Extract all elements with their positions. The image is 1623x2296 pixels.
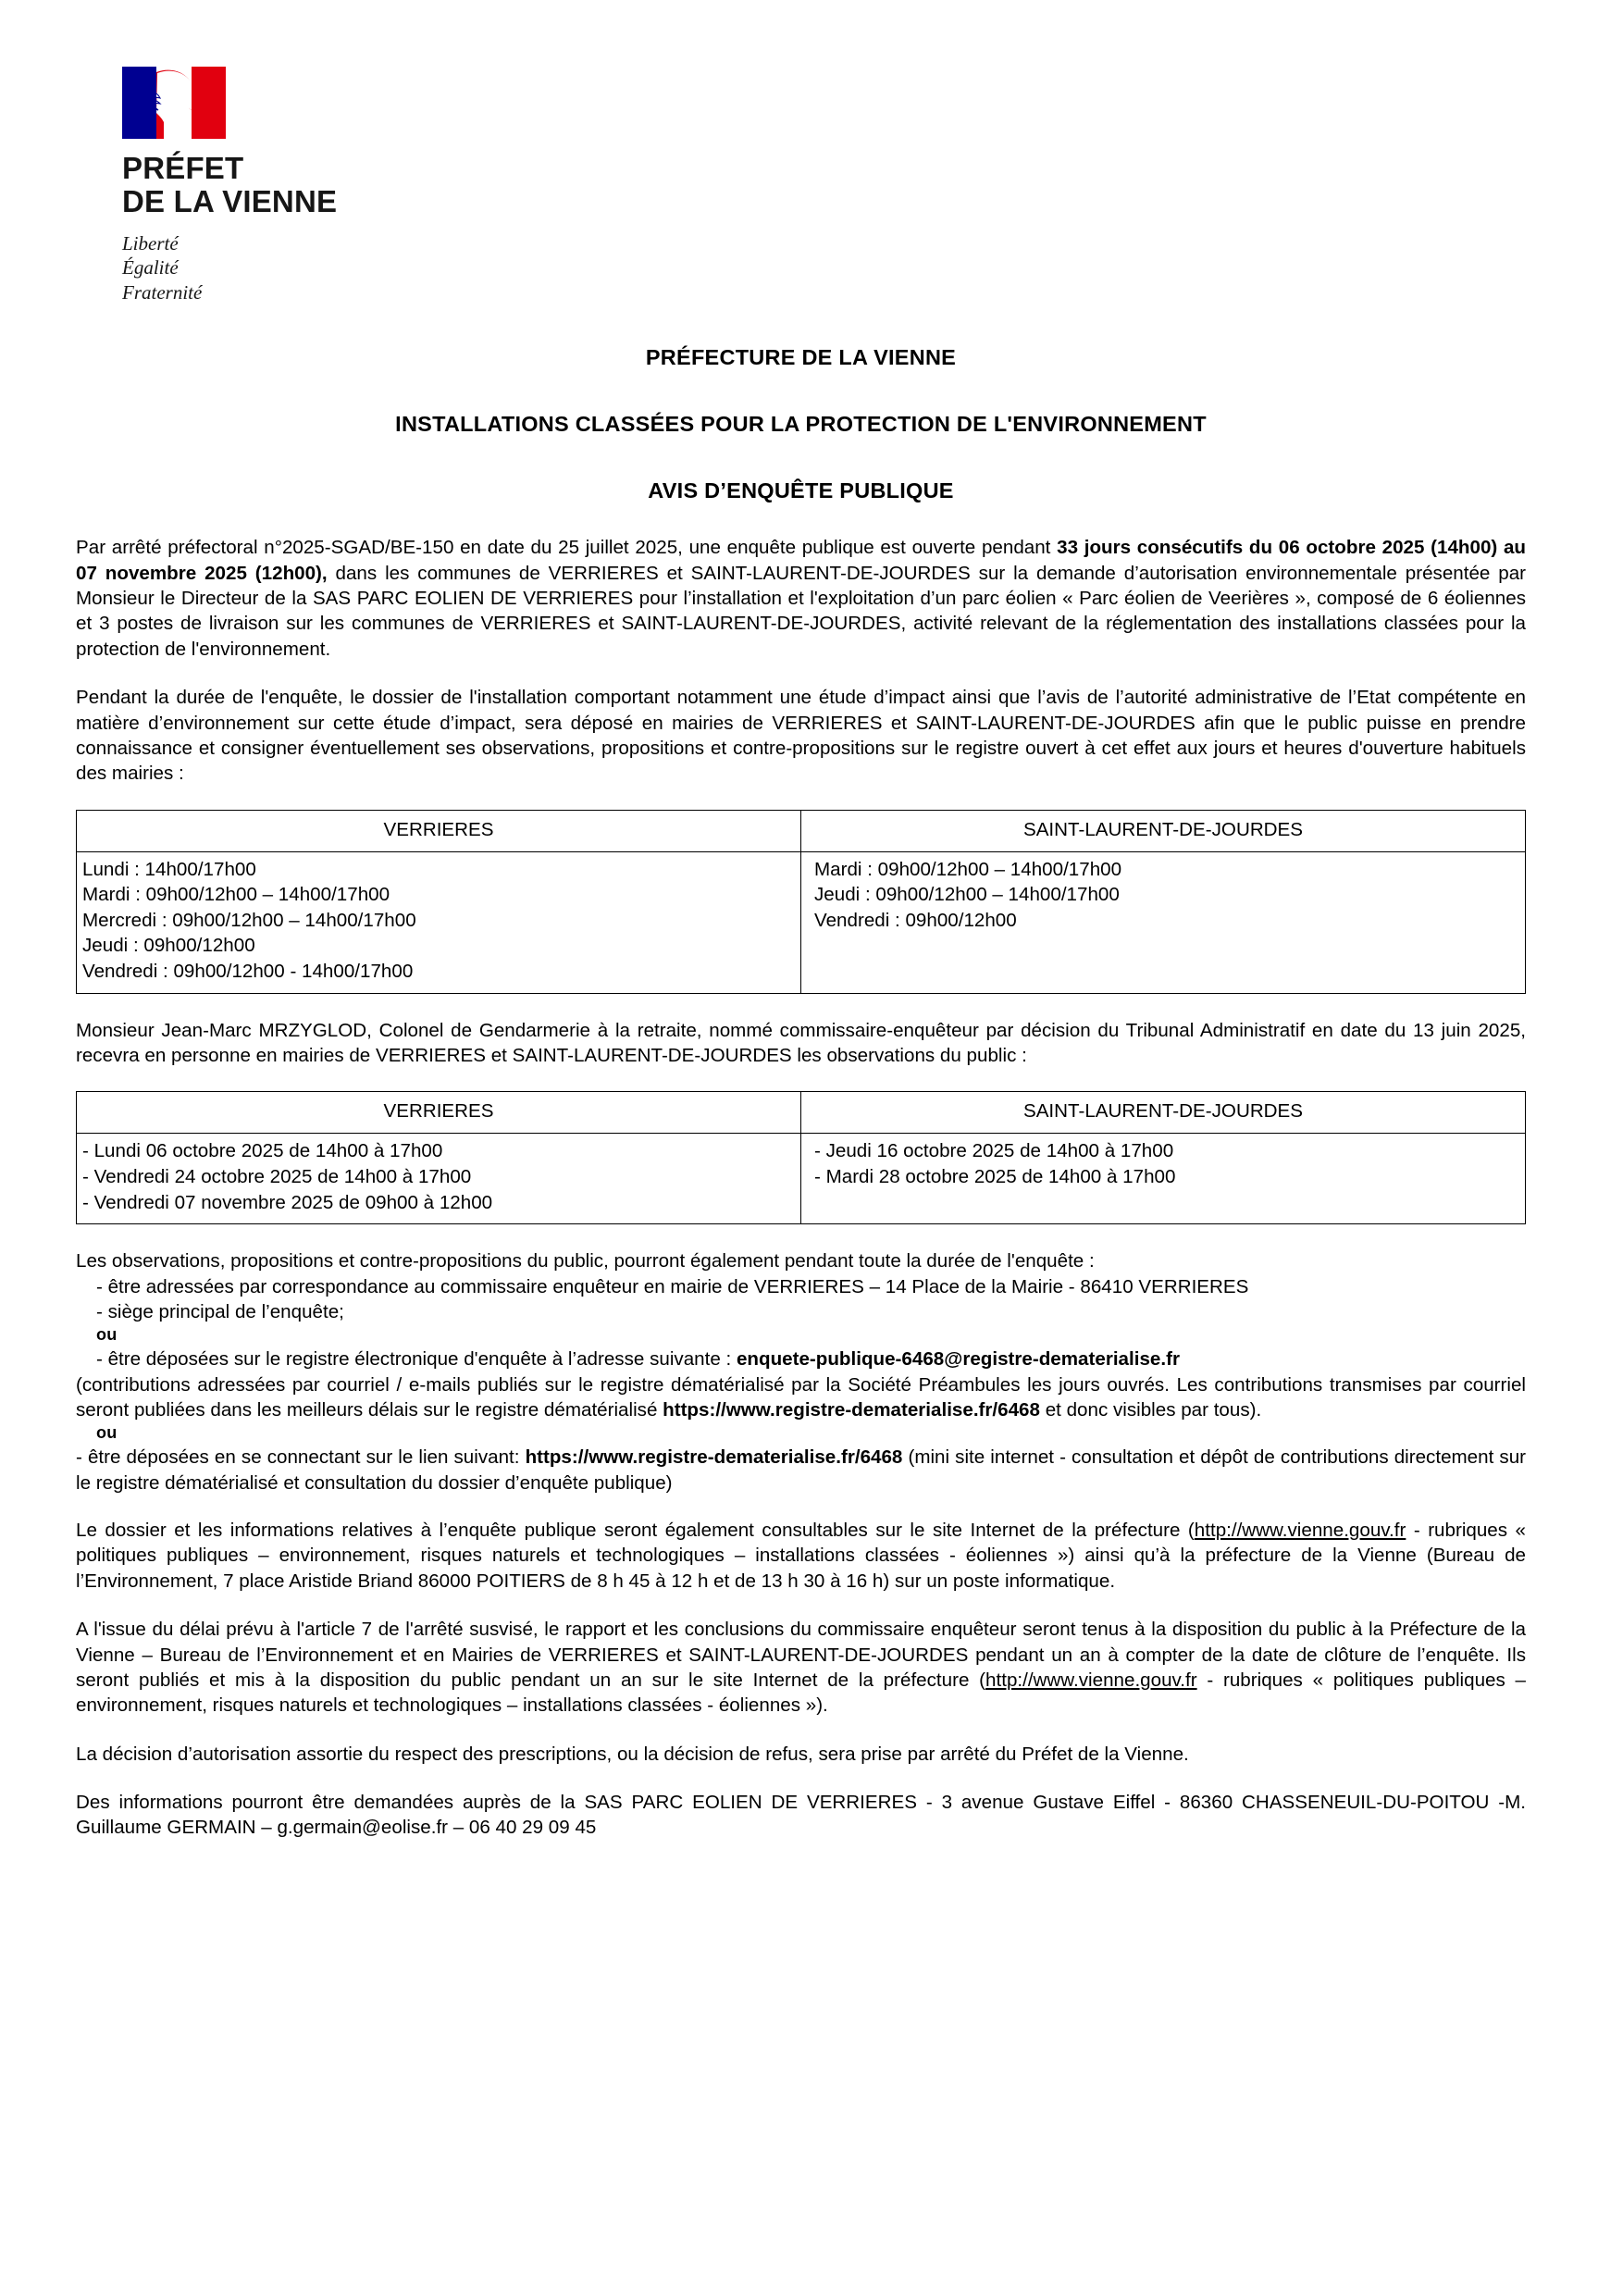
modalites-bullet-registre-electronique (76, 1347, 1526, 1422)
col-header-verrieres-permanences: VERRIERES (77, 1092, 801, 1134)
modalites-bullet-lien-direct (76, 1445, 1526, 1496)
flag-white-band (156, 67, 191, 139)
col-header-verrieres: VERRIERES (77, 810, 801, 851)
col-header-saint-laurent: SAINT-LAURENT-DE-JOURDES (801, 810, 1526, 851)
cell-permanences-verrieres (77, 1134, 801, 1224)
p5-part-b: - rubriques « politiques publiques – environnement, risques naturels et technologiques – installations classées - éoliennes ») ainsi qu’à la préfecture de la Vienne (Bureau de l’Environnement, 7 place Aristide Briand 86000 POITIERS de 8 h 45 à 12 h et de 13 h 30 à 16 h) sur un poste informatique. (76, 1520, 1526, 1592)
list-item: Jeudi : 09h00/12h00 (82, 935, 255, 957)
lien-intro: - être déposées en se connectant sur le lien suivant: (76, 1446, 526, 1469)
lien-details: (mini site internet - consultation et dépôt de contributions directement sur le registre dématérialisé et consultation du dossier d’enquête publique) (76, 1446, 1526, 1494)
paragraph-commissaire-enqueteur: Monsieur Jean-Marc MRZYGLOD, Colonel de Gendarmerie à la retraite, nommé commissaire-enquêteur par décision du Tribunal Administratif en date du 13 juin 2025, recevra en personne en mairies de VERRIERES et SAINT-LAURENT-DE-JOURDES les observations du public : (76, 1019, 1526, 1067)
letterhead (89, 67, 403, 304)
table-permanences (76, 1091, 1526, 1224)
modalites-bullet-correspondance: - être adressées par correspondance au commissaire enquêteur en mairie de VERRIERES – 14 Place de la Mairie - 86410 VERRIERES (96, 1275, 1249, 1297)
republic-motto (122, 231, 403, 304)
p1-part-a: Par arrêté préfectoral n°2025-SGAD/BE-150 en date du 25 juillet 2025, une enquête publique est ouverte pendant (76, 537, 1058, 559)
paragraph-decision-autorisation: La décision d’autorisation assortie du respect des prescriptions, ou la décision de refus, sera prise par arrêté du Préfet de la Vienne. (76, 1743, 1189, 1765)
list-item: - Mardi 28 octobre 2025 de 14h00 à 17h00 (814, 1165, 1176, 1187)
table-horaires-mairies (76, 810, 1526, 994)
list-item: Vendredi : 09h00/12h00 (814, 909, 1017, 931)
paragraph-arrete-prefectoral (76, 535, 1526, 662)
registre-details-a: (contributions adressées par courriel / e-mails publiés sur le registre dématérialisé par la Société Préambules les jours ouvrés. Les contributions transmises par courriel seront publiées dans les meilleurs délais sur le registre dématérialisé (76, 1373, 1526, 1421)
list-item: - Jeudi 16 octobre 2025 de 14h00 à 17h00 (814, 1140, 1174, 1162)
table-row (77, 1092, 1526, 1134)
motto-egalite: Égalité (122, 256, 179, 279)
motto-fraternite: Fraternité (122, 280, 203, 304)
cell-horaires-saint-laurent (801, 851, 1526, 993)
flag-red-band (192, 67, 226, 139)
table-row (77, 1134, 1526, 1224)
heading-installations-classees: INSTALLATIONS CLASSÉES POUR LA PROTECTION DE L'ENVIRONNEMENT (395, 412, 1207, 437)
flag-blue-band (122, 67, 156, 139)
heading-avis-enquete-publique: AVIS D’ENQUÊTE PUBLIQUE (648, 478, 954, 503)
french-flag-marianne-icon (122, 67, 226, 139)
marianne-profile-icon (156, 67, 191, 139)
prefet-title (122, 152, 403, 218)
cell-horaires-verrieres (77, 851, 801, 993)
modalites-ou-separator-1: ou (96, 1325, 118, 1345)
table-row (77, 810, 1526, 851)
list-item: Vendredi : 09h00/12h00 - 14h00/17h00 (82, 961, 414, 983)
table-row (77, 851, 1526, 993)
paragraph-dossier-mairies: Pendant la durée de l'enquête, le dossier de l'installation comportant notamment une étude d’impact ainsi que l’avis de l’autorité administrative de l’Etat compétente en matière d’environnement sur cette étude d’impact, sera déposé en mairies de VERRIERES et SAINT-LAURENT-DE-JOURDES afin que le public puisse en prendre connaissance et consigner éventuellement ses observations, propositions et contre-propositions sur le registre ouvert à cet effet aux jours et heures d'ouverture habituels des mairies : (76, 687, 1526, 785)
prefet-title-line2: DE LA VIENNE (122, 183, 338, 218)
list-item: - Lundi 06 octobre 2025 de 14h00 à 17h00 (82, 1140, 443, 1162)
p5-part-a: Le dossier et les informations relatives à l’enquête publique seront également consultables sur le site Internet de la préfecture ( (76, 1520, 1195, 1542)
prefet-title-line1: PRÉFET (122, 151, 244, 185)
url-vienne-gouv-2: http://www.vienne.gouv.fr (985, 1669, 1197, 1691)
paragraph-rapport-conclusions (76, 1617, 1526, 1719)
list-item: Mercredi : 09h00/12h00 – 14h00/17h00 (82, 909, 416, 931)
list-item: Lundi : 14h00/17h00 (82, 858, 256, 880)
paragraph-site-internet-prefecture (76, 1518, 1526, 1594)
motto-liberte: Liberté (122, 231, 179, 254)
list-item: - Vendredi 24 octobre 2025 de 14h00 à 17h00 (82, 1165, 472, 1187)
registre-intro: - être déposées sur le registre électronique d'enquête à l’adresse suivante : (96, 1348, 737, 1371)
modalites-ou-separator-2: ou (96, 1423, 118, 1443)
p6-part-a: A l'issue du délai prévu à l'article 7 de l'arrêté susvisé, le rapport et les conclusions du commissaire enquêteur seront tenus à la disposition du public à la Préfecture de la Vienne – Bureau de l’Environnement et en Mairies de VERRIERES et SAINT-LAURENT-DE-JOURDES pendant un an à compter de la date de clôture de l’enquête. Ils seront publiés et mis à la disposition du public pendant un an sur le site Internet de la préfecture ( (76, 1619, 1526, 1691)
section-spacer (76, 1496, 1526, 1518)
p6-part-b: - rubriques « politiques publiques – environnement, risques naturels et technologiques – installations classées - éoliennes »). (76, 1669, 1526, 1717)
modalites-bullet-siege: - siège principal de l’enquête; (96, 1300, 344, 1322)
modalites-intro: Les observations, propositions et contre-propositions du public, pourront également pendant toute la durée de l'enquête : (76, 1250, 1095, 1272)
paragraph-contact-informations: Des informations pourront être demandées auprès de la SAS PARC EOLIEN DE VERRIERES - 3 avenue Gustave Eiffel - 86360 CHASSENEUIL-DU-POITOU -M. Guillaume GERMAIN – g.germain@eolise.fr – 06 40 29 09 45 (76, 1792, 1526, 1839)
url-registre-dematerialise-2: https://www.registre-dematerialise.fr/6468 (525, 1446, 903, 1469)
registre-details-b: et donc visibles par tous). (1039, 1398, 1262, 1421)
list-item: - Vendredi 07 novembre 2025 de 09h00 à 12h00 (82, 1191, 493, 1213)
cell-permanences-saint-laurent (801, 1134, 1526, 1224)
col-header-saint-laurent-permanences: SAINT-LAURENT-DE-JOURDES (801, 1092, 1526, 1134)
url-vienne-gouv-1: http://www.vienne.gouv.fr (1194, 1520, 1406, 1542)
heading-prefecture: PRÉFECTURE DE LA VIENNE (645, 345, 957, 370)
url-registre-dematerialise-1: https://www.registre-dematerialise.fr/6468 (663, 1398, 1040, 1421)
paragraph-modalites-observations (76, 1248, 1526, 1496)
p1-part-b: dans les communes de VERRIERES et SAINT-LAURENT-DE-JOURDES sur la demande d’autorisation environnementale présentée par Monsieur le Directeur de la SAS PARC EOLIEN DE VERRIERES pour l’installation et l'exploitation d’un parc éolien « Parc éolien de Veerières », composé de 6 éoliennes et 3 postes de livraison sur les communes de VERRIERES et SAINT-LAURENT-DE-JOURDES, activité relevant de la réglementation des installations classées pour la protection de l'environnement. (76, 562, 1527, 660)
email-registre-dematerialise: enquete-publique-6468@registre-dematerialise.fr (736, 1348, 1180, 1371)
list-item: Jeudi : 09h00/12h00 – 14h00/17h00 (814, 884, 1120, 906)
list-item: Mardi : 09h00/12h00 – 14h00/17h00 (814, 858, 1122, 880)
document-headings (76, 345, 1526, 503)
list-item: Mardi : 09h00/12h00 – 14h00/17h00 (82, 884, 390, 906)
p1-dates-bold: 33 jours consécutifs du 06 octobre 2025 (14h00) au 07 novembre 2025 (12h00), (76, 537, 1526, 584)
